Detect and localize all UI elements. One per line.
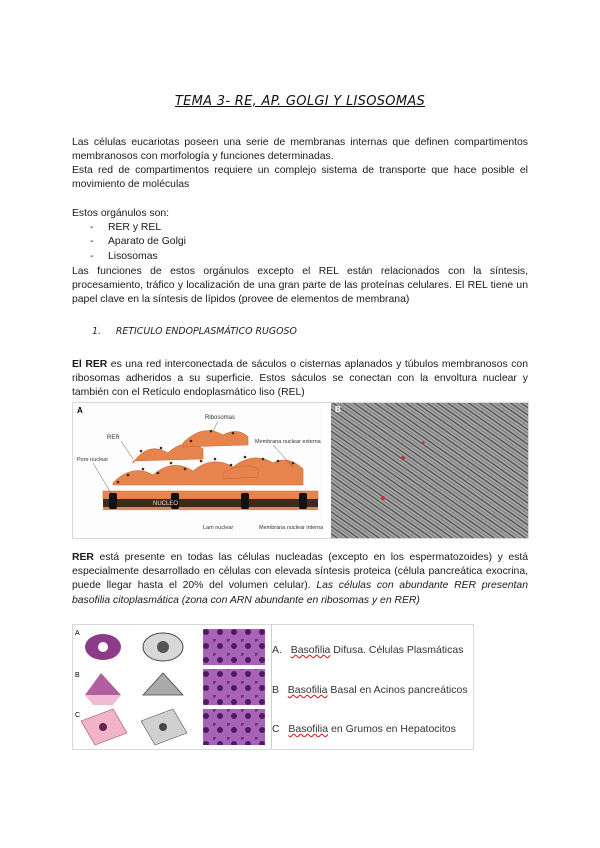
section-title: RETICULO ENDOPLASMÁTICO RUGOSO — [115, 326, 297, 337]
legend-rest: Basal en Acinos pancreáticos — [327, 684, 468, 696]
row-label-b: B — [75, 672, 80, 679]
rer-diagram — [73, 403, 528, 538]
legend-rest: en Grumos en Hepatocitos — [328, 723, 456, 735]
legend-item-c — [272, 723, 456, 735]
legend-item-a — [272, 644, 463, 656]
ribosomas-label: Ribosomas — [205, 415, 236, 421]
page-title: TEMA 3- RE, AP. GOLGI Y LISOSOMAS — [174, 94, 426, 109]
rer-intro-text: es una red interconectada de sáculos o cisternas aplanados y túbulos membranosos con ribosomas adheridos a su superficie. Estos sáculos se conectan con la envoltura nuclear y también con el Retículo endoplasmático liso (REL) — [72, 359, 528, 399]
legend-word: Basofilia — [288, 723, 329, 735]
row-label-a: A — [75, 630, 80, 637]
list-item: - Lisosomas — [90, 250, 186, 264]
legend-word: Basofilia — [287, 684, 328, 696]
list-item-text: RER y REL — [108, 222, 162, 233]
rer-label: RER — [107, 435, 120, 441]
organelles-heading: Estos orgánulos son: — [72, 208, 170, 219]
rer-bold-term-2: RER — [72, 552, 94, 563]
organelle-list — [90, 221, 186, 264]
legend-item-b — [272, 684, 468, 696]
panel-a-label: A — [77, 406, 83, 415]
rer-bold-term: El RER — [72, 359, 108, 370]
nucleus-label: NUCLEO — [153, 501, 179, 507]
list-item: - Aparato de Golgi — [90, 235, 186, 249]
rer-presence-text: está presente en todas las células nucleadas (excepto en los espermatozoides) y está especialmente desarrollado en células con elevada síntesis proteica (célula pancreática exocrina, puede llegar hasta el 20% del volumen celular). — [72, 552, 528, 592]
section-heading — [92, 326, 297, 337]
rer-intro-paragraph — [72, 358, 528, 401]
legend-letter: C — [272, 723, 280, 735]
rer-presence-italic: Las células con abundante RER presentan basofilia citoplasmática (zona con ARN abundante en ribosomas y en RER) — [72, 580, 528, 606]
rer-presence-paragraph — [72, 551, 528, 608]
list-item-text: Aparato de Golgi — [108, 236, 186, 248]
section-number: 1. — [92, 326, 101, 337]
intro-paragraph-1: Las células eucariotas poseen una serie de membranas internas que definen compartimentos membranosos con morfología y funciones determinadas. — [72, 137, 528, 163]
outer-membrane-label: Membrana nuclear externa — [255, 439, 321, 445]
nuclear-lamina-label: Lam nuclear — [203, 525, 234, 531]
legend-rest: Difusa. Células Plasmáticas — [330, 644, 464, 656]
legend-word: Basofilia — [290, 644, 331, 656]
list-item-text: Lisosomas — [108, 250, 158, 262]
intro-paragraph-2: Esta red de compartimentos requiere un complejo sistema de transporte que hace posible el movimiento de moléculas — [72, 165, 528, 191]
panel-b-label: B — [335, 405, 341, 414]
basophilia-images — [73, 625, 273, 749]
row-label-c: C — [75, 712, 81, 719]
pore-label: Pore nuclear — [77, 457, 109, 463]
legend-letter: A. — [272, 644, 282, 656]
inner-membrane-label: Membrana nuclear interna — [259, 525, 324, 531]
rer-figure — [72, 402, 529, 539]
legend-letter: B — [272, 684, 280, 696]
functions-paragraph: Las funciones de estos orgánulos excepto el REL están relacionados con la síntesis, procesamiento, tráfico y localización de una gran parte de las proteínas celulares. El REL tiene un papel clave en la síntesis de lípidos (provee de elementos de membrana) — [72, 266, 528, 306]
list-item: - RER y REL — [90, 221, 186, 235]
